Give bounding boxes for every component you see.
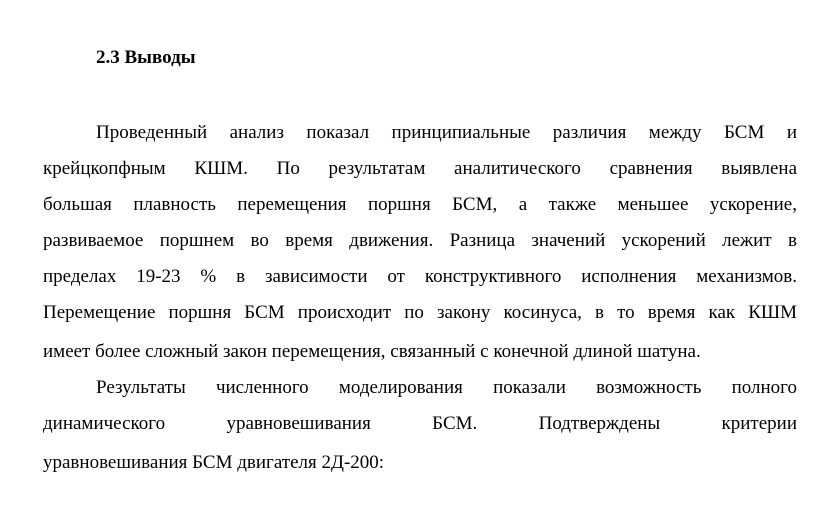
- paragraph-1-line-1: Проведенный анализ показал принципиальные различия между БСМ и: [96, 122, 797, 143]
- paragraph-1-line-2: крейцкопфным КШМ. По результатам аналитического сравнения выявлена: [43, 158, 797, 179]
- section-heading: 2.3 Выводы: [96, 47, 196, 68]
- paragraph-1-line-6: Перемещение поршня БСМ происходит по закону косинуса, в то время как КШМ: [43, 302, 797, 323]
- paragraph-2-line-2: динамического уравновешивания БСМ. Подтверждены критерии: [43, 413, 797, 434]
- paragraph-1-line-5: пределах 19-23 % в зависимости от конструктивного исполнения механизмов.: [43, 266, 797, 287]
- paragraph-2-line-1: Результаты численного моделирования показали возможность полного: [96, 377, 797, 398]
- paragraph-1-line-3: большая плавность перемещения поршня БСМ, а также меньшее ускорение,: [43, 194, 797, 215]
- paragraph-1-line-7: имеет более сложный закон перемещения, связанный с конечной длиной шатуна.: [43, 341, 701, 362]
- paragraph-2-line-3: уравновешивания БСМ двигателя 2Д-200:: [43, 452, 385, 473]
- paragraph-1-line-4: развиваемое поршнем во время движения. Разница значений ускорений лежит в: [43, 230, 797, 251]
